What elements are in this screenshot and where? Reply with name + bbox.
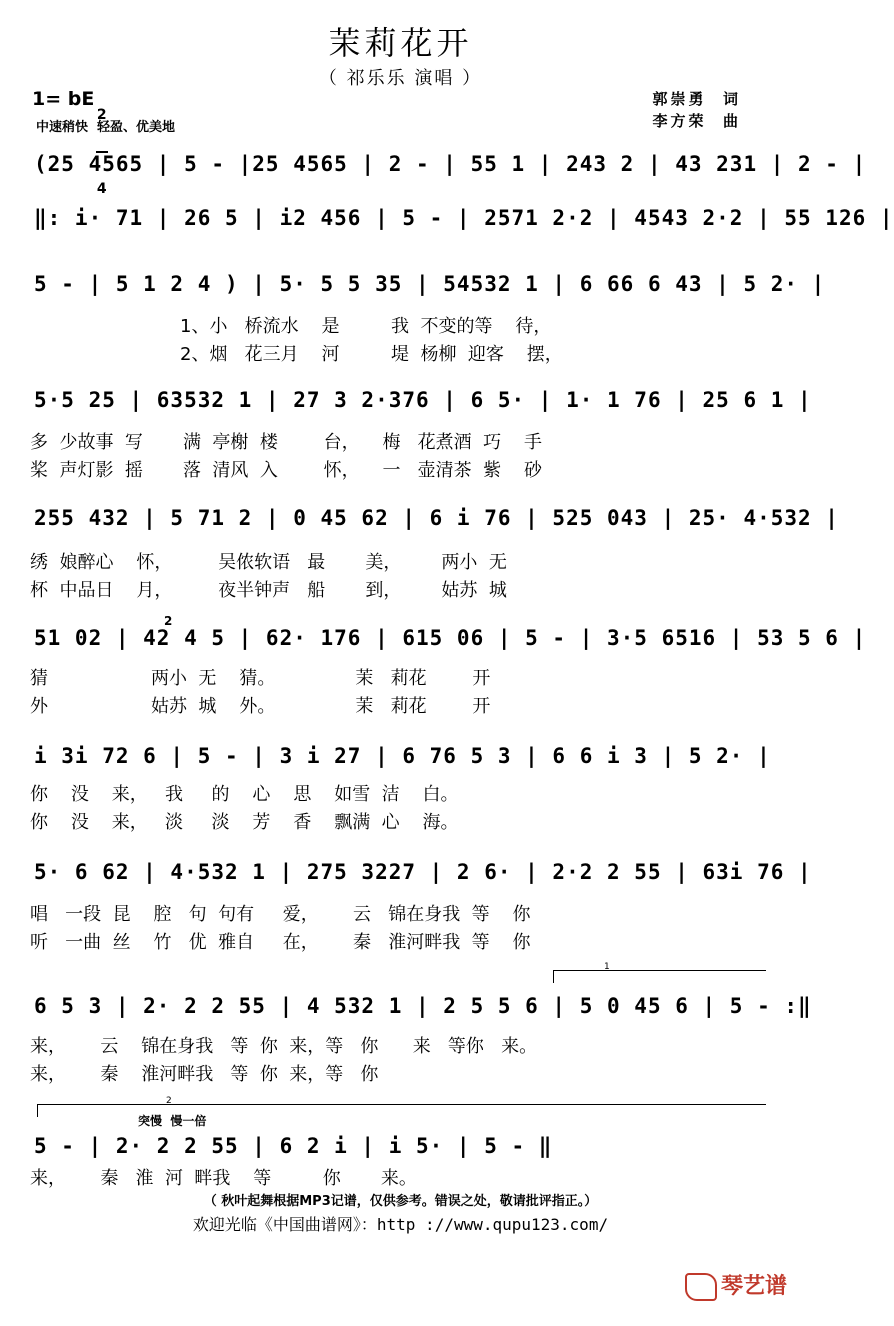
- lyric-verse1-line2: 多 少故事 写 满 亭榭 楼 台， 梅 花煮酒 巧 手: [30, 432, 542, 453]
- lyric-verse1-line7: 来， 云 锦在身我 等 你 来，等 你 来 等你 来。: [30, 1036, 538, 1057]
- lyric-verse2-line1: 2、烟 花三月 河 堤 杨柳 迎客 摆，: [180, 344, 563, 365]
- staff-line-9: 6 5 3 | 2· 2 2 55 | 4 532 1 | 2 5 5 6 | 5 0 45 6 | 5 - :‖: [34, 994, 812, 1018]
- composer-credit: 李方荣 曲: [652, 112, 741, 130]
- staff-line-3: 5 - | 5 1 2 4 ) | 5· 5 5 35 | 54532 1 | 6 66 6 43 | 5 2· |: [34, 272, 826, 296]
- logo-icon: [685, 1273, 717, 1301]
- lyric-verse2-line7: 来， 秦 淮河畔我 等 你 来，等 你: [30, 1064, 379, 1085]
- site-link[interactable]: 欢迎光临《中国曲谱网》：http ://www.qupu123.com/: [192, 1215, 609, 1234]
- lyric-verse1-line6: 唱 一段 昆 腔 句 句有 爱， 云 锦在身我 等 你: [30, 904, 531, 925]
- tempo-change-marking: 突慢 慢一倍: [138, 1114, 207, 1128]
- volta-1-number: 1: [604, 962, 610, 972]
- key-signature: 1= bE: [32, 88, 95, 110]
- tempo-marking: 中速稍快 轻盈、优美地: [36, 120, 176, 135]
- lyric-verse2-line6: 听 一曲 丝 竹 优 雅自 在， 秦 淮河畔我 等 你: [30, 932, 531, 953]
- staff-line-8: 5· 6 62 | 4·532 1 | 275 3227 | 2 6· | 2·2 2 55 | 63i 76 |: [34, 860, 812, 884]
- staff-line-1: (25 4565 | 5 - |25 4565 | 2 - | 55 1 | 243 2 | 43 231 | 2 - |: [34, 152, 867, 176]
- time-signature-bottom: 4: [96, 181, 107, 197]
- lyric-verse1-line3: 绣 娘醉心 怀， 吴侬软语 最 美， 两小 无: [30, 552, 507, 573]
- lyric-verse2-line5: 你 没 来， 淡 淡 芳 香 飘满 心 海。: [30, 812, 459, 833]
- volta-bracket-1: [553, 970, 766, 983]
- staff-line-6: 51 02 | 42 4 5 | 62· 176 | 615 06 | 5 - | 3·5 6516 | 53 5 6 |: [34, 626, 867, 650]
- staff-line-5: 255 432 | 5 71 2 | 0 45 62 | 6 i 76 | 525 043 | 25· 4·532 |: [34, 506, 839, 530]
- lyric-line-final: 来， 秦 淮 河 畔我 等 你 来。: [30, 1168, 417, 1189]
- lyric-verse2-line4: 外 姑苏 城 外。 茉 莉花 开: [30, 696, 491, 717]
- staff-line-10: 5 - | 2· 2 2 55 | 6 2 i | i 5· | 5 - ‖: [34, 1134, 553, 1158]
- staff-line-7: i 3i 72 6 | 5 - | 3 i 27 | 6 76 5 3 | 6 6 i 3 | 5 2· |: [34, 744, 771, 768]
- song-title: 茉莉花开: [328, 24, 473, 62]
- lyric-verse1-line5: 你 没 来， 我 的 心 思 如雪 洁 白。: [30, 784, 459, 805]
- lyric-verse2-line3: 杯 中品日 月， 夜半钟声 船 到， 姑苏 城: [30, 580, 507, 601]
- lyric-verse1-line4: 猜 两小 无 猜。 茉 莉花 开: [30, 668, 491, 689]
- lyricist-credit: 郭崇勇 词: [652, 90, 741, 108]
- time-signature-top: 2: [96, 107, 107, 123]
- logo-text: 琴艺谱: [720, 1274, 787, 1299]
- lyric-verse1-line1: 1、小 桥流水 是 我 不变的等 待，: [180, 316, 552, 337]
- staff-line-2: ‖: i· 71 | 26 5 | i2 456 | 5 - | 2571 2·2 | 4543 2·2 | 55 126 |: [34, 206, 894, 230]
- song-subtitle: （ 祁乐乐 演唱 ）: [318, 68, 483, 89]
- transcription-note: （ 秋叶起舞根据MP3记谱，仅供参考。错误之处，敬请批评指正。）: [203, 1194, 598, 1209]
- volta-2-number: 2: [166, 1096, 172, 1106]
- grace-note-mark: 2: [164, 614, 173, 628]
- site-logo: [654, 1244, 787, 1326]
- lyric-verse2-line2: 桨 声灯影 摇 落 清风 入 怀， 一 壶清茶 紫 砂: [30, 460, 542, 481]
- staff-line-4: 5·5 25 | 63532 1 | 27 3 2·376 | 6 5· | 1· 1 76 | 25 6 1 |: [34, 388, 812, 412]
